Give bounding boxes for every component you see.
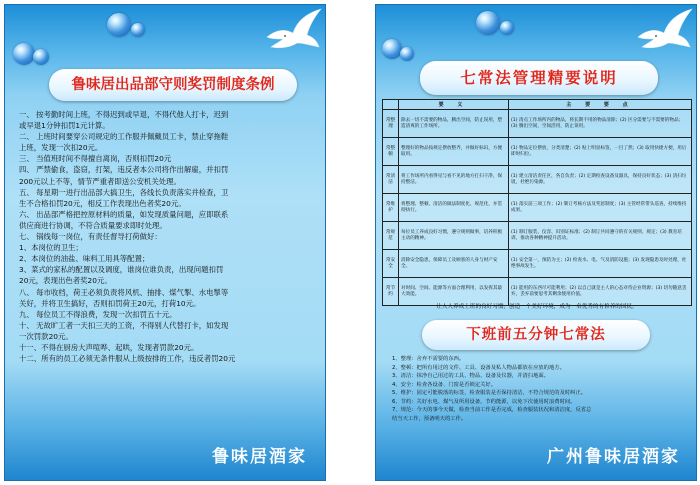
right-footer: 广州鲁味居酒家: [547, 447, 680, 467]
rule-line: 十二、所有的员工必须无条件服从上级按排的工作，违反者罚20元: [19, 354, 236, 364]
bubble-decoration: [476, 11, 500, 35]
row-points: (1) 建立清洁责任区，各自负责；(2) 定期检查设备及器具，保持良好状态；(3) 清扫垃圾，杜绝污染源。: [509, 166, 692, 194]
rule-line: 六、 出品部严格把控原材料的质量，如发现质量问题，应即联系: [19, 209, 229, 219]
right-poster: [375, 4, 697, 481]
rule-line: 一、 按考勤时间上班，不得迟到或早退，不得代他人打卡，迟到: [19, 110, 229, 119]
five-minutes-item: 1、整理：舍弃不需要的东西。: [392, 356, 465, 362]
five-minutes-item: 2、整顿：把所有用过的文件、工具、设备及私人物品都放在应放的地方。: [392, 364, 565, 371]
bubble-decoration: [107, 13, 131, 37]
table-row: [383, 166, 692, 194]
row-desc: 每位员工养成良好习惯，遵守规则做事，培养积极主动的精神。: [399, 222, 509, 250]
row-desc: 消除安全隐患，保障员工及顾客的人身与财产安全。: [399, 250, 509, 278]
rule-line: 八、 每市收档，荷王必须负责将风机、抽排、煤气掣、水电掣等: [19, 287, 229, 297]
row-points: (1) 能用的东西尽可能利用；(2) 以自己就是主人的心态对待企业资源；(3) 切勿随意丢弃，丢弃前要思考其剩余使用价值。: [509, 278, 692, 306]
five-minutes-item: 6、节约：关好水电、煤气及所用设备，节约能源，以免下次使用时浪费时间。: [392, 398, 576, 405]
bubble-decoration: [131, 23, 145, 37]
row-name: 常整顿: [383, 138, 399, 166]
row-points: (1) 制订服装、仪容、识别证标准；(2) 制订共同遵守的有关规则、规定；(3) 教育培训，推动各种精神提升活动。: [509, 222, 692, 250]
subtitle: 下班前五分钟七常法: [466, 327, 606, 343]
rule-line: 关好，并将卫生搞好，否则扣罚荷王20元，打荷10元。: [19, 298, 201, 308]
row-desc: 对时间、空间、能源等方面合理利用，以发挥其最大效能。: [399, 278, 509, 306]
rule-line: 三、 当值班时间不得擅自离岗，否则扣罚20元: [19, 154, 172, 164]
rule-line: 1、本岗位的卫生；: [19, 243, 83, 253]
five-minutes-item: 4、安全：检查各设备、门窗是否锁定关好。: [392, 381, 497, 388]
slogan-text: 让人人养成上班的良好习惯，创造一个美好环境，成为一名优秀的有修养的国民。: [436, 304, 638, 310]
bubble-decoration: [33, 49, 49, 65]
row-points: (1) 落实前三项工作；(2) 制订考核方法及奖惩制度；(3) 主管经常带头巡查，持续维持成果。: [509, 194, 692, 222]
table-row: [383, 110, 692, 138]
rule-line: 200元以上不等，情节严重者即送公安机关处理。: [19, 176, 181, 186]
right-title: 七常法管理精要说明: [460, 69, 618, 87]
five-minutes-list: [392, 355, 688, 423]
rule-line: 五、 每星期一进行出品部大搞卫生，各线长负责落实并检查，卫: [19, 187, 229, 197]
row-name: 常安全: [383, 250, 399, 278]
table-header-row: [383, 100, 692, 110]
five-minutes-item: 结当天工作，预备明天的工作。: [392, 415, 467, 422]
row-name: 常维护: [383, 194, 399, 222]
right-title-banner: [420, 61, 658, 95]
row-name: 常节约: [383, 278, 399, 306]
rule-line: 七、 锅线每一岗位，有责任督导打荷做好：: [19, 232, 162, 242]
bubble-decoration: [500, 21, 514, 35]
seven-s-table: [382, 99, 692, 306]
bubble-decoration: [400, 47, 414, 61]
row-desc: 除去一切不需要的物品，腾出空间，防止误用，塑造清爽的工作场所。: [399, 110, 509, 138]
rules-list: [19, 109, 319, 364]
row-name: 常清洁: [383, 166, 399, 194]
row-name: 常整理: [383, 110, 399, 138]
rule-line: 或早退1分钟扣罚1元计算。: [19, 121, 110, 131]
seven-s-table-wrap: [382, 99, 692, 306]
rule-line: 生不合格扣罚20元，相反工作表现出色者奖20元。: [19, 198, 186, 208]
table-row: [383, 250, 692, 278]
row-name: 常规范: [383, 222, 399, 250]
five-minutes-item: 5、维护：固定可能脱落的标签，检查服装是否保持清洁，不符合规范的及时纠正。: [392, 390, 587, 396]
left-footer: 鲁味居酒家: [212, 447, 307, 467]
five-minutes-item: 3、清洁：抹净自己用过的工具、物品、设备及仪器，并清扫地面。: [392, 373, 549, 379]
rule-line: 十、 无故旷工者一天扣三天的工资，不得别人代替打卡，如发现: [19, 320, 229, 330]
dove-icon: [263, 7, 323, 55]
five-minutes-item: 7、规范：今天的事今天做，检查当前工作是否完成，检查服装状况和清洁度，反省总: [392, 407, 592, 413]
row-desc: 整理好的物品按规定摆放整齐，并做好标识，方便取用。: [399, 138, 509, 166]
bubble-decoration: [382, 39, 402, 59]
table-header-cell: [383, 100, 399, 110]
bubble-decoration: [13, 43, 35, 65]
table-row: [383, 194, 692, 222]
row-points: (1) 物品定位摆放，分类清楚；(2) 贴上明显标签，一目了然；(3) 取用快捷方便，用后即时归位。: [509, 138, 692, 166]
table-header-cell: 要 义: [399, 100, 509, 110]
left-title-banner: [49, 69, 297, 101]
table-header-cell: 主 要 要 点: [509, 100, 692, 110]
row-points: (1) 清点工作场所内的物品，将长期不用的物品清除；(2) 区分需要与不需要的物品；(3) 腾出空间，空间活用，防止误用。: [509, 110, 692, 138]
rule-line: 四、 严禁偷食，盗窃，打架，违反者本公司将作出解雇，并扣罚: [19, 165, 229, 175]
row-desc: 将整理、整顿、清洁的做法制度化、规范化，并贯彻执行。: [399, 194, 509, 222]
rule-line: 上班，发现一次扣20元。: [19, 143, 103, 153]
dove-icon: [634, 7, 694, 55]
left-title: 鲁味居出品部守则奖罚制度条例: [71, 77, 275, 93]
table-row: [383, 138, 692, 166]
left-poster: [4, 4, 326, 481]
subtitle-banner: [422, 320, 650, 350]
rule-line: 20元，表现出色者奖20元。: [19, 276, 112, 286]
rule-line: 二、 上班时间要穿公司规定的工作服并佩戴员工卡，禁止穿拖鞋: [19, 132, 229, 142]
rule-line: 供应商进行协调，不符合质量要求即时处理。: [19, 220, 167, 230]
rule-line: 2、本岗位的油盐、味料工用具等配置；: [19, 254, 150, 264]
rule-line: 十一、不得在厨房大声喧哗、起哄，发现者罚款20元。: [19, 342, 199, 352]
rule-line: 九、 每位员工不得浪费，发现一次扣罚五十元。: [19, 309, 177, 319]
rule-line: 3、菜式的家私的配置以及调度，谁岗位谁负责，出现问题扣罚: [19, 265, 224, 275]
table-row: [383, 222, 692, 250]
row-points: (1) 安全第一，预防为主；(2) 检查水、电、气及消防设施；(3) 发现隐患及时处理，杜绝事故发生。: [509, 250, 692, 278]
row-desc: 将工作场所内看得见与看不见的地方打扫干净，保持整洁。: [399, 166, 509, 194]
rule-line: 一次罚款20元。: [19, 331, 73, 341]
